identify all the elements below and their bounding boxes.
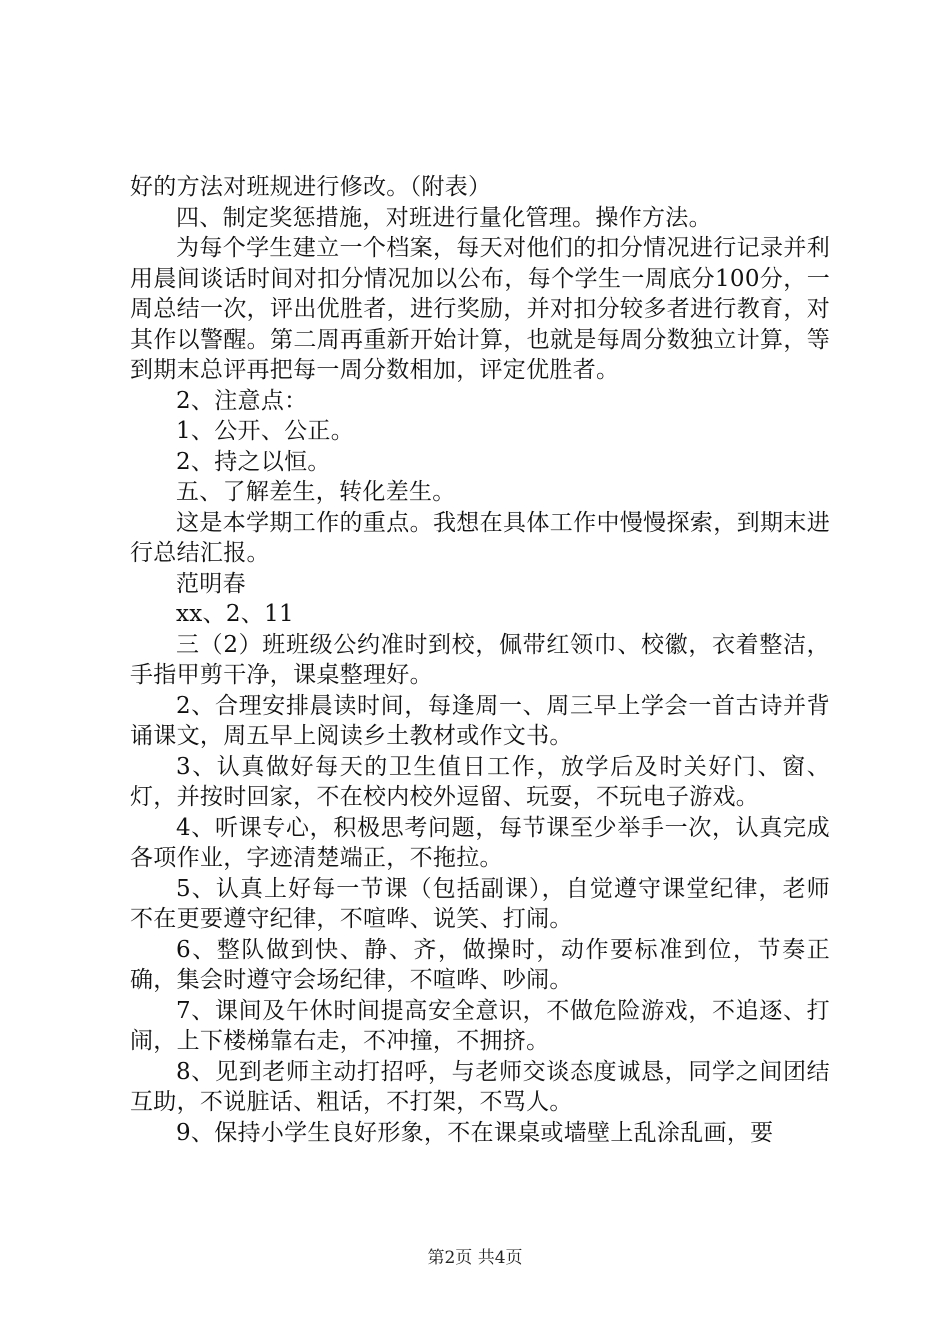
paragraph: 2、合理安排晨读时间，每逢周一、周三早上学会一首古诗并背诵课文，周五早上阅读乡土教材或作文书。 <box>130 692 830 749</box>
paragraph: 9、保持小学生良好形象，不在课桌或墙壁上乱涂乱画，要 <box>176 1119 774 1146</box>
page-number: 第2页 共4页 <box>427 1248 523 1268</box>
paragraph: 8、见到老师主动打招呼，与老师交谈态度诚恳，同学之间团结互助，不说脏话、粗话，不打架，不骂人。 <box>130 1058 830 1115</box>
paragraph: 3、认真做好每天的卫生值日工作，放学后及时关好门、窗、灯，并按时回家，不在校内校外逗留、玩耍，不玩电子游戏。 <box>130 753 830 810</box>
paragraph: 好的方法对班规进行修改。（附表） <box>130 174 492 200</box>
paragraph: 四、制定奖惩措施，对班进行量化管理。操作方法。 <box>176 204 712 231</box>
paragraph: 五、了解差生，转化差生。 <box>176 479 456 505</box>
signature-name: 范明春 <box>176 570 246 597</box>
document-body <box>130 172 830 1148</box>
paragraph: 7、课间及午休时间提高安全意识，不做危险游戏，不追逐、打闹，上下楼梯靠右走，不冲撞，不拥挤。 <box>130 997 830 1054</box>
paragraph: 6、整队做到快、静、齐，做操时，动作要标准到位，节奏正确，集会时遵守会场纪律，不喧哗、吵闹。 <box>130 936 830 993</box>
paragraph: 1、公开、公正。 <box>176 418 355 444</box>
page-footer <box>0 1243 950 1268</box>
paragraph: 2、持之以恒。 <box>176 448 331 475</box>
signature-date: xx、2、11 <box>176 601 294 627</box>
paragraph: 5、认真上好每一节课（包括副课），自觉遵守课堂纪律，老师不在更要遵守纪律，不喧哗、说笑、打闹。 <box>130 875 830 932</box>
paragraph: 三（2）班班级公约准时到校，佩带红领巾、校徽，衣着整洁，手指甲剪干净，课桌整理好。 <box>130 631 830 688</box>
paragraph: 2、注意点： <box>176 387 308 414</box>
paragraph: 这是本学期工作的重点。我想在具体工作中慢慢探索，到期末进行总结汇报。 <box>130 509 830 566</box>
paragraph: 为每个学生建立一个档案，每天对他们的扣分情况进行记录并利用晨间谈话时间对扣分情况加以公布，每个学生一周底分100分，一周总结一次，评出优胜者，进行奖励，并对扣分较多者进行教育，对其作以警醒。第二周再重新开始计算，也就是每周分数独立计算，等到期末总评再把每一周分数相加，评定优胜者。 <box>130 235 830 383</box>
paragraph: 4、听课专心，积极思考问题，每节课至少举手一次，认真完成各项作业，字迹清楚端正，不拖拉。 <box>130 814 830 871</box>
